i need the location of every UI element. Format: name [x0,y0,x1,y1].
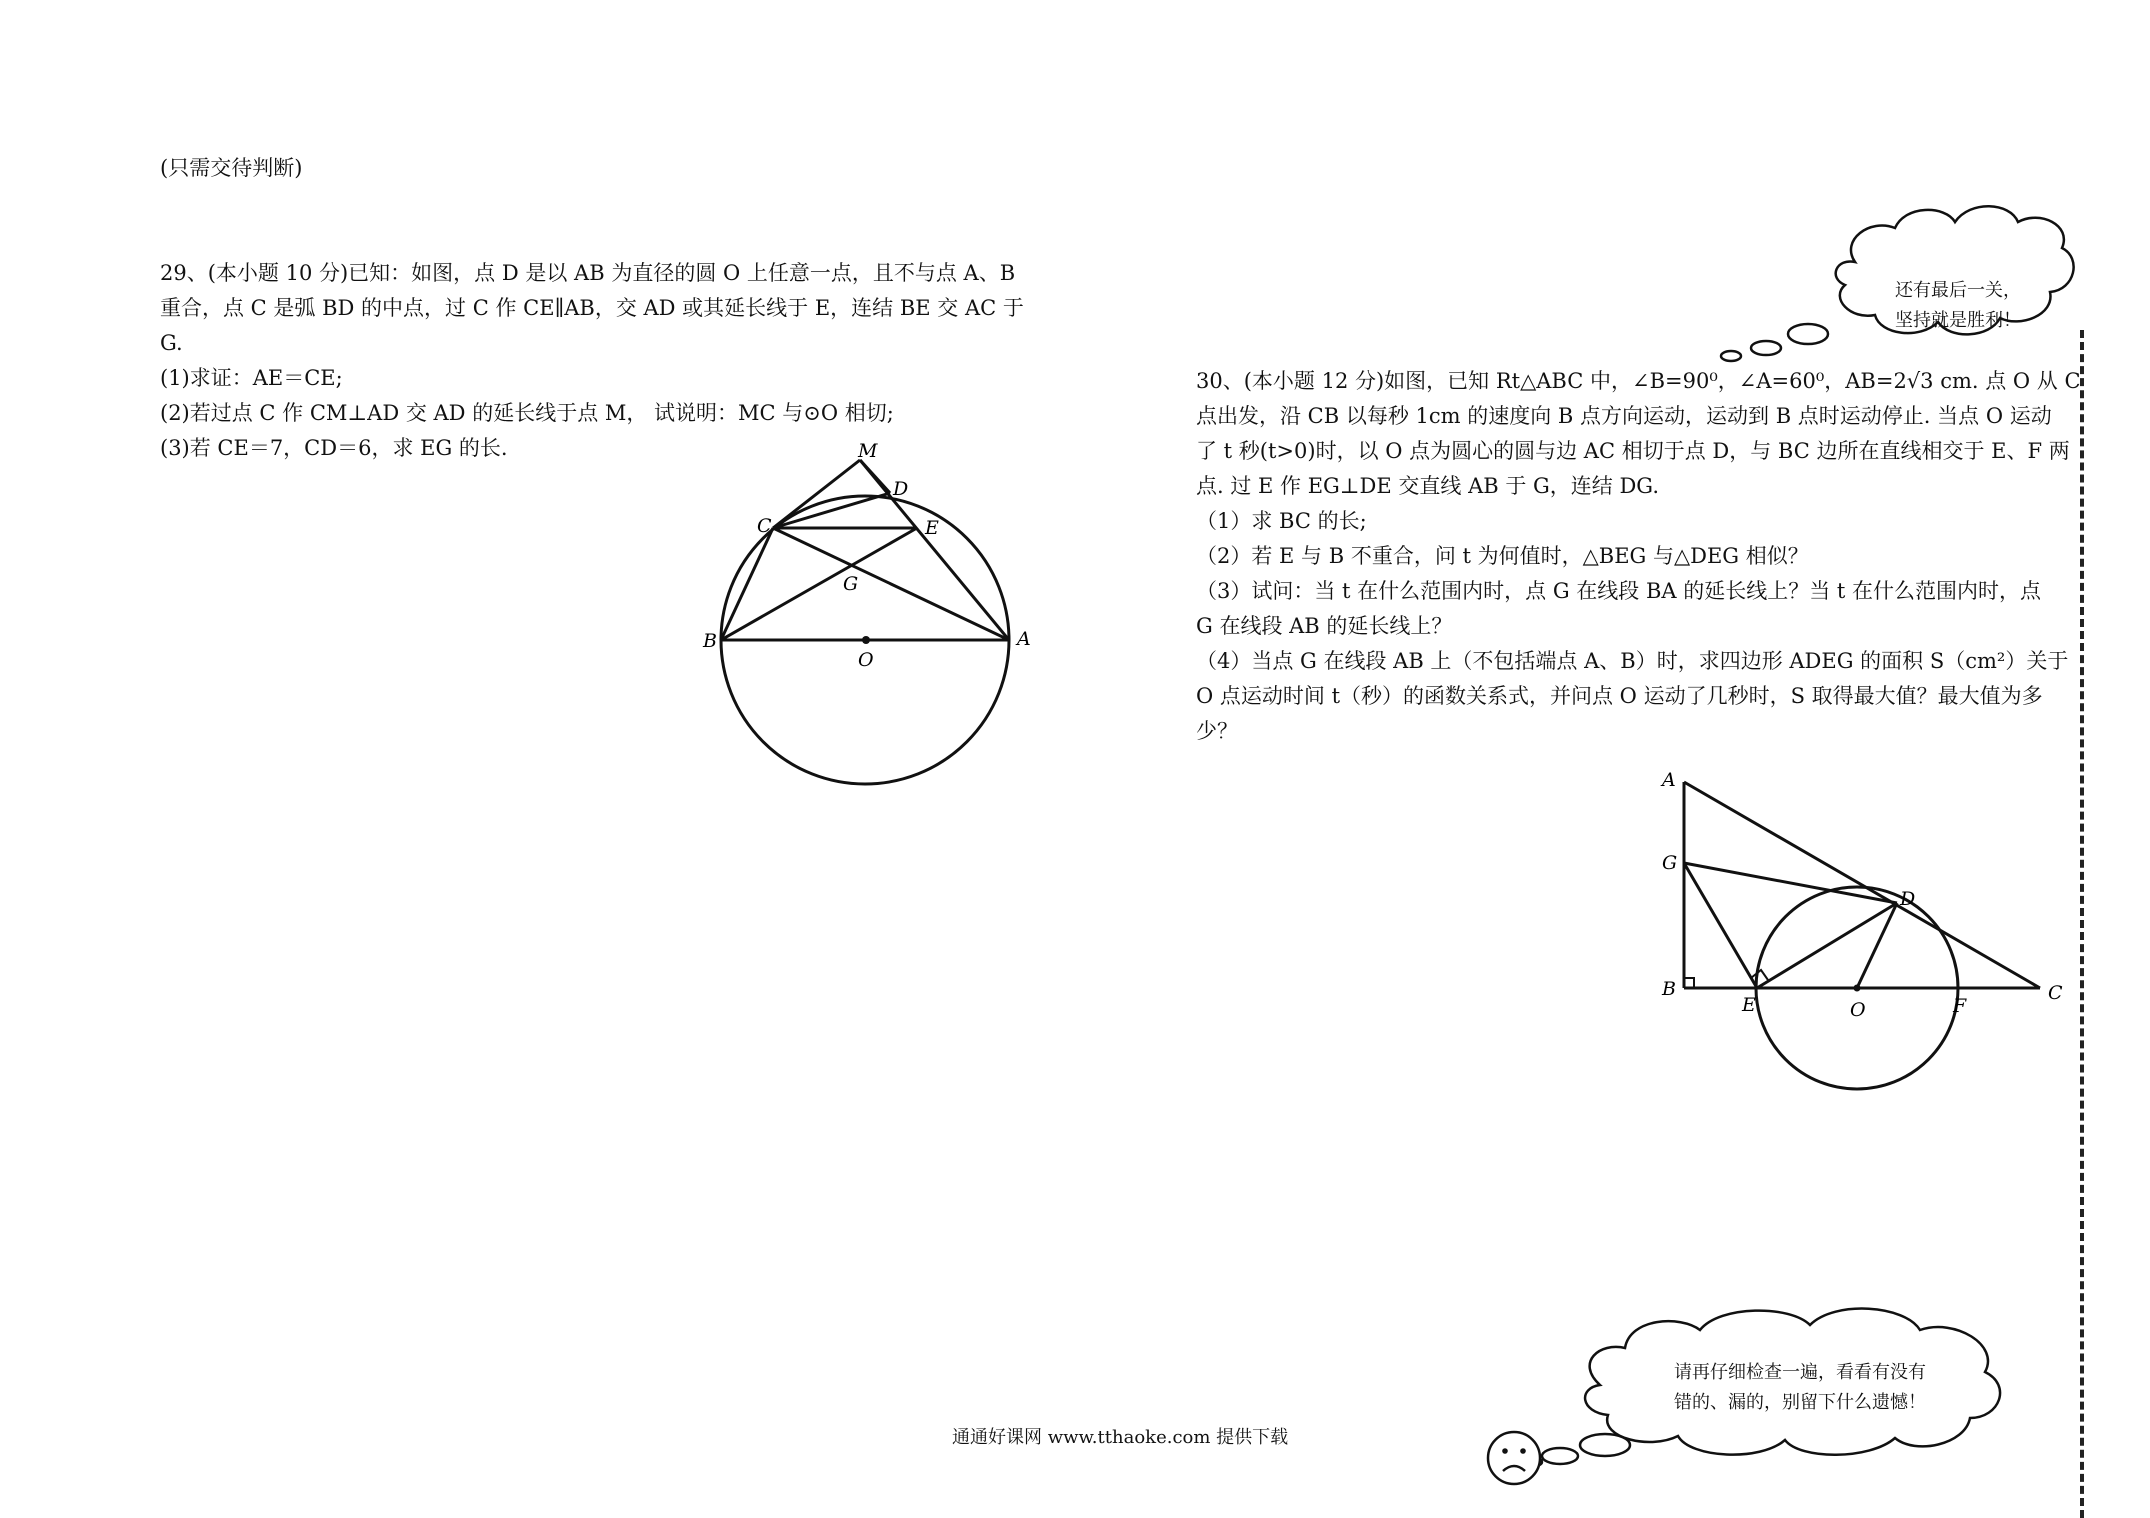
q30-label-g: G [1662,852,1678,874]
q30-line: （3）试问：当 t 在什么范围内时，点 G 在线段 BA 的延长线上？当 t 在什么范围内时，点 [1196,579,2042,603]
top-note: (只需交待判断) [160,156,303,180]
q29-line: (3)若 CE＝7，CD＝6，求 EG 的长. [160,436,508,460]
q29-label-b: B [703,630,717,652]
q30-line: 点. 过 E 作 EG⊥DE 交直线 AB 于 G，连结 DG. [1196,474,1660,498]
q30-line: G 在线段 AB 的延长线上？ [1196,614,1453,638]
q30-line: 了 t 秒(t>0)时，以 O 点为圆心的圆与边 AC 相切于点 D，与 BC 边所在直线相交于 E、F 两 [1196,439,2070,463]
cloud-bottom-text [1625,1358,1975,1418]
cloud-top-line: 坚持就是胜利！ [1895,310,2021,331]
q30-line: O 点运动时间 t（秒）的函数关系式，并问点 O 运动了几秒时，S 取得最大值？最大值为多 [1196,684,2043,708]
q30-label-d: D [1900,888,1916,910]
q29-label-c: C [757,515,772,537]
cloud-top-line: 还有最后一关， [1895,280,2021,301]
q29-label-d: D [893,478,909,500]
cloud-bottom-line: 请再仔细检查一遍，看看有没有 [1674,1362,1926,1383]
q30-line: （2）若 E 与 B 不重合，问 t 为何值时，△BEG 与△DEG 相似？ [1196,544,1809,568]
q29-label-m: M [858,440,878,462]
q29-label-a: A [1017,628,1031,650]
q29-line: 重合，点 C 是弧 BD 的中点，过 C 作 CE∥AB，交 AD 或其延长线于 E，连结 BE 交 AC 于 [160,296,1024,320]
q30-label-b: B [1662,978,1676,1000]
cloud-bottom-line: 错的、漏的，别留下什么遗憾！ [1674,1392,1926,1413]
q30-label-a: A [1662,769,1676,791]
q29-label-e: E [925,517,939,539]
q30-line: 少？ [1196,719,1238,743]
q29-label-g: G [843,573,859,595]
sad-face-icon [1484,1428,1544,1488]
q29-label-o: O [858,649,874,671]
q30-label-e: E [1742,994,1756,1016]
q29-line: (2)若过点 C 作 CM⊥AD 交 AD 的延长线于点 M， 试说明：MC 与⊙O 相切; [160,401,894,425]
q30-line: （4）当点 G 在线段 AB 上（不包括端点 A、B）时，求四边形 ADEG 的面积 S（cm²）关于 [1196,649,2069,673]
q30-line: （1）求 BC 的长; [1196,509,1367,533]
q30-label-o: O [1850,999,1866,1021]
q30-line: 点出发，沿 CB 以每秒 1cm 的速度向 B 点方向运动，运动到 B 点时运动停止. 当点 O 运动 [1196,404,2052,428]
q29-line: G. [160,331,183,355]
dashed-cut-line [2080,330,2084,1518]
q29-line: 29、(本小题 10 分)已知：如图，点 D 是以 AB 为直径的圆 O 上任意一点，且不与点 A、B [160,261,1016,285]
q30-line: 30、(本小题 12 分)如图，已知 Rt△ABC 中，∠B=90⁰，∠A=60⁰，AB=2√3 cm. 点 O 从 C [1196,369,2081,393]
q30-label-c: C [2048,982,2063,1004]
footer-credit: 通通好课网 www.tthaoke.com 提供下载 [952,1427,1289,1448]
q30-label-f: F [1953,995,1967,1017]
q29-line: (1)求证：AE＝CE; [160,366,343,390]
